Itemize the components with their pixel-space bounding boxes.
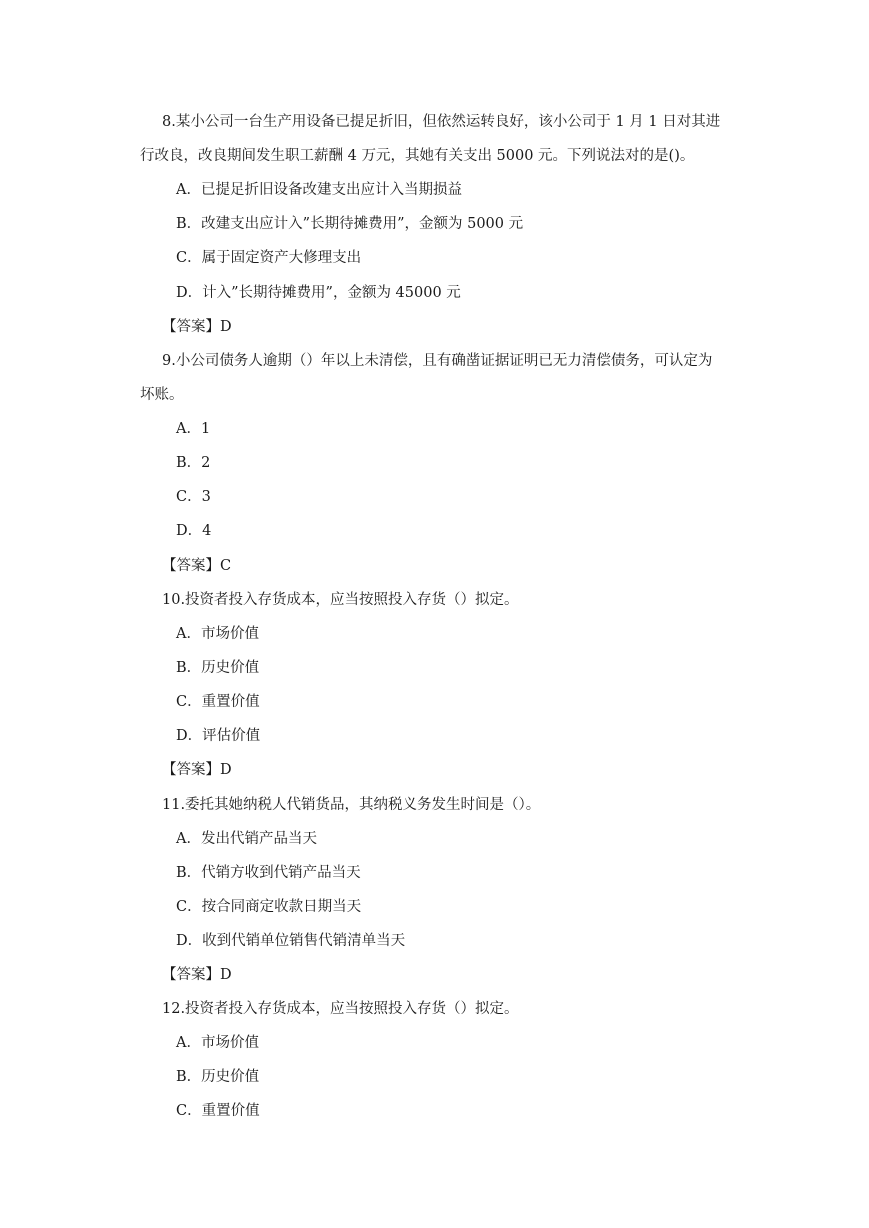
- question-10-option-b: B．历史价值: [176, 660, 260, 676]
- question-10-stem: 10.投资者投入存货成本，应当按照投入存货（）拟定。: [162, 592, 519, 608]
- question-11-option-c: C．按合同商定收款日期当天: [176, 899, 362, 915]
- question-12-stem: 12.投资者投入存货成本，应当按照投入存货（）拟定。: [162, 1001, 519, 1017]
- question-11-option-a: A．发出代销产品当天: [176, 831, 317, 847]
- question-10-option-a: A．市场价值: [176, 626, 259, 642]
- question-9-option-a: A．1: [176, 421, 211, 437]
- question-8-option-a: A．已提足折旧设备改建支出应计入当期损益: [176, 182, 462, 198]
- question-12-option-b: B．历史价值: [176, 1069, 260, 1085]
- question-9-stem-line2: 坏账。: [140, 387, 184, 403]
- question-12-option-a: A．市场价值: [176, 1035, 259, 1051]
- question-9-option-d: D．4: [176, 523, 212, 539]
- question-8-stem-line1: 8.某小公司一台生产用设备已提足折旧，但依然运转良好，该小公司于 1 月 1 日对其进: [162, 114, 721, 130]
- question-10-option-d: D．评估价值: [176, 728, 261, 744]
- question-8-option-b: B．改建支出应计入”长期待摊费用”，金额为 5000 元: [176, 216, 524, 232]
- question-10-answer: 【答案】D: [162, 762, 232, 778]
- question-9-option-b: B．2: [176, 455, 211, 471]
- question-11-option-b: B．代销方收到代销产品当天: [176, 865, 361, 881]
- question-11-option-d: D．收到代销单位销售代销清单当天: [176, 933, 406, 949]
- question-9-answer: 【答案】C: [162, 558, 232, 574]
- question-9-option-c: C．3: [176, 489, 211, 505]
- question-11-stem: 11.委托其她纳税人代销货品，其纳税义务发生时间是（）。: [162, 797, 541, 813]
- question-8-option-d: D．计入”长期待摊费用”，金额为 45000 元: [176, 285, 461, 301]
- question-8-answer: 【答案】D: [162, 319, 232, 335]
- question-11-answer: 【答案】D: [162, 967, 232, 983]
- question-12-option-c: C．重置价值: [176, 1103, 260, 1119]
- question-8-option-c: C．属于固定资产大修理支出: [176, 250, 362, 266]
- question-9-stem-line1: 9.小公司债务人逾期（）年以上未清偿，且有确凿证据证明已无力清偿债务，可认定为: [162, 353, 713, 369]
- question-8-stem-line2: 行改良，改良期间发生职工薪酬 4 万元，其她有关支出 5000 元。下列说法对的是()。: [140, 148, 695, 164]
- question-10-option-c: C．重置价值: [176, 694, 260, 710]
